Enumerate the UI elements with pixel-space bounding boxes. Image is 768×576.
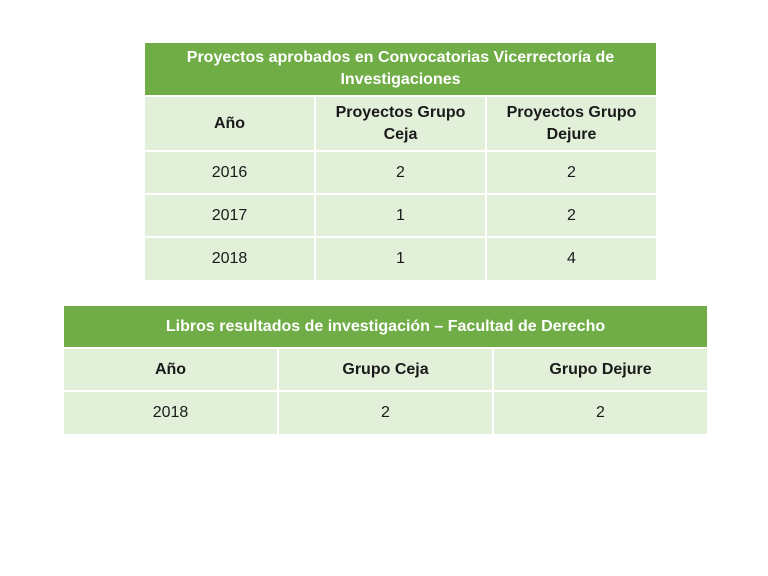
table-row [145, 194, 656, 237]
table-row [145, 237, 656, 280]
table-cell-dejure: 2 [486, 194, 656, 237]
table-cell-ceja: 2 [315, 151, 486, 194]
table-title-row [64, 306, 707, 348]
table-row [64, 391, 707, 434]
table-title-row [145, 43, 656, 96]
table-title: Proyectos aprobados en Convocatorias Vicerrectoría de Investigaciones [145, 43, 656, 96]
column-header-dejure: Grupo Dejure [493, 348, 707, 391]
table-title: Libros resultados de investigación – Facultad de Derecho [64, 306, 707, 348]
table-cell-year: 2017 [145, 194, 315, 237]
column-header-year: Año [64, 348, 278, 391]
column-header-ceja: Proyectos Grupo Ceja [315, 96, 486, 151]
table-cell-ceja: 1 [315, 237, 486, 280]
table-cell-dejure: 2 [486, 151, 656, 194]
table-header-row [64, 348, 707, 391]
column-header-dejure: Proyectos Grupo Dejure [486, 96, 656, 151]
research-books-table [64, 306, 707, 434]
projects-approved-table [145, 43, 656, 280]
table-cell-year: 2018 [64, 391, 278, 434]
table-row [145, 151, 656, 194]
table-cell-year: 2018 [145, 237, 315, 280]
column-header-year: Año [145, 96, 315, 151]
table-header-row [145, 96, 656, 151]
column-header-ceja: Grupo Ceja [278, 348, 493, 391]
table-cell-year: 2016 [145, 151, 315, 194]
table-cell-ceja: 1 [315, 194, 486, 237]
table-cell-ceja: 2 [278, 391, 493, 434]
table-cell-dejure: 4 [486, 237, 656, 280]
table-cell-dejure: 2 [493, 391, 707, 434]
